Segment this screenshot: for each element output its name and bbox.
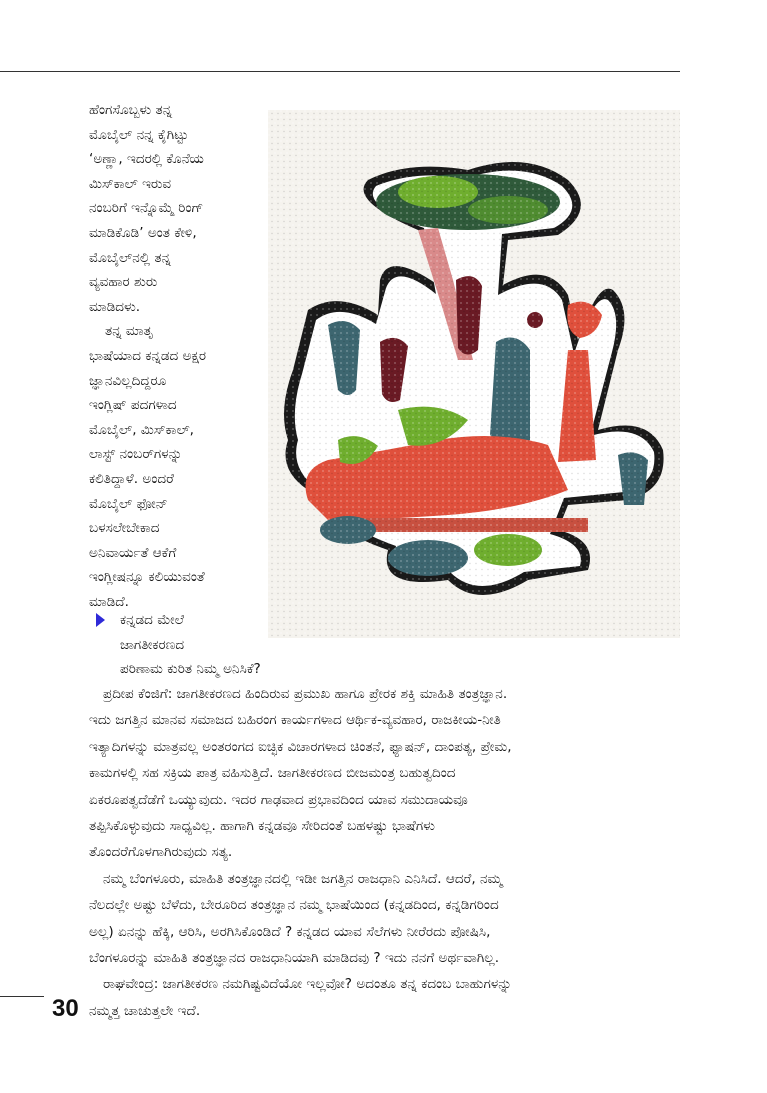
question-line: ಜಾಗತೀಕರಣದ	[120, 636, 185, 653]
text-line: ‘ಅಣ್ಣಾ, ಇದರಲ್ಲಿ ಕೊನೆಯ	[89, 151, 204, 168]
answer-line: ನಮ್ಮತ್ತ ಚಾಚುತ್ತಲೇ ಇದೆ.	[89, 1002, 201, 1019]
text-line: ಮಾಡಿಕೊಡಿ’ ಅಂತ ಕೇಳಿ,	[89, 224, 197, 241]
page-number: 30	[52, 995, 79, 1022]
text-line: ಹೆಂಗಸೊಬ್ಬಳು ತನ್ನ	[89, 102, 173, 118]
answer-line: ಏಕರೂಪತ್ವದೆಡೆಗೆ ಒಯ್ಯುವುದು. ಇದರ ಗಾಢವಾದ ಪ್ರಭಾವದಿಂದ ಯಾವ ಸಮುದಾಯವೂ	[89, 791, 468, 808]
text-line: ಇಂಗ್ಲಿಷ್ ಪದಗಳಾದ	[89, 397, 177, 414]
question-line: ಪರಿಣಾಮ ಕುರಿತ ನಿಮ್ಮ ಅನಿಸಿಕೆ?	[120, 661, 261, 678]
text-line: ಮೊಬೈಲ್ ನನ್ನ ಕೈಗಿಟ್ಟು	[89, 126, 189, 143]
text-line: ವ್ಯವಹಾರ ಶುರು	[89, 274, 158, 291]
question-line: ಕನ್ನಡದ ಮೇಲೆ	[120, 612, 185, 628]
answer-line: ಇತ್ಯಾದಿಗಳನ್ನು ಮಾತ್ರವಲ್ಲ ಅಂತರಂಗದ ಐಚ್ಛಿಕ ವಿಚಾರಗಳಾದ ಚಿಂತನೆ, ಫ್ಯಾಷನ್, ದಾಂಪತ್ಯ, ಪ್ರೇಮ,	[89, 738, 512, 755]
answer-line: ನಮ್ಮ ಬೆಂಗಳೂರು, ಮಾಹಿತಿ ತಂತ್ರಜ್ಞಾನದಲ್ಲಿ ಇಡೀ ಜಗತ್ತಿನ ರಾಜಧಾನಿ ಎನಿಸಿದೆ. ಆದರೆ, ನಮ್ಮ	[103, 870, 503, 887]
abstract-print-artwork	[268, 110, 680, 638]
header-rule	[0, 71, 680, 72]
text-line: ಮೊಬೈಲ್, ಮಿಸ್‌ಕಾಲ್,	[89, 421, 194, 438]
text-line: ಮೊಬೈಲ್ ಫೋನ್	[89, 495, 168, 512]
text-line: ಕಲಿತಿದ್ದಾಳೆ. ಅಂದರೆ	[89, 470, 174, 487]
text-line: ತನ್ನ ಮಾತೃ	[105, 323, 154, 340]
footer-rule	[0, 996, 44, 997]
answer-line: ಅಲ್ಲ) ಏನನ್ನು ಹೆಕ್ಕಿ, ಆರಿಸಿ, ಅರಗಿಸಿಕೊಂಡಿದೆ ? ಕನ್ನಡದ ಯಾವ ಸೆಲೆಗಳು ನೀರೆರದು ಪೋಷಿಸಿ,	[89, 923, 491, 940]
interview-answers	[89, 681, 669, 1024]
answer-line: ರಾಘವೇಂದ್ರ: ಜಾಗತೀಕರಣ ನಮಗಿಷ್ಟವಿದೆಯೋ ಇಲ್ಲವೋ? ಅದಂತೂ ತನ್ನ ಕದಂಬ ಬಾಹುಗಳನ್ನು	[103, 976, 512, 993]
answer-line: ತೊಂದರೆಗೊಳಗಾಗಿರುವುದು ಸತ್ಯ.	[89, 844, 233, 861]
answer-line: ತಪ್ಪಿಸಿಕೊಳ್ಳುವುದು ಸಾಧ್ಯವಿಲ್ಲ. ಹಾಗಾಗಿ ಕನ್ನಡವೂ ಸೇರಿದಂತೆ ಬಹಳಷ್ಟು ಭಾಷೆಗಳು	[89, 817, 435, 834]
text-line: ಇಂಗ್ಲೀಷನ್ನೂ ಕಲಿಯುವಂತೆ	[89, 569, 205, 586]
text-line: ಮಾಡಿದಳು.	[89, 298, 141, 315]
sidebar-paragraph	[89, 98, 269, 614]
text-line: ಅನಿವಾರ್ಯತೆ ಆಕೆಗೆ	[89, 544, 177, 561]
interview-question	[96, 608, 261, 682]
text-line: ಮಾಡಿದೆ.	[89, 593, 129, 610]
answer-line: ಕಾಮಗಳಲ್ಲಿ ಸಹ ಸಕ್ರಿಯ ಪಾತ್ರ ವಹಿಸುತ್ತಿದೆ. ಜಾಗತೀಕರಣದ ಬೀಜಮಂತ್ರ ಬಹುತ್ವದಿಂದ	[89, 765, 456, 782]
text-line: ಜ್ಞಾನವಿಲ್ಲದಿದ್ದರೂ	[89, 372, 167, 389]
answer-line: ಇದು ಜಗತ್ತಿನ ಮಾನವ ಸಮಾಜದ ಬಹಿರಂಗ ಕಾರ್ಯಗಳಾದ ಆರ್ಥಿಕ-ವ್ಯವಹಾರ, ರಾಜಕೀಯ-ನೀತಿ	[89, 712, 501, 729]
text-line: ಮಿಸ್‌ಕಾಲ್ ಇರುವ	[89, 175, 172, 192]
text-line: ಬಳಸಲೇಬೇಕಾದ	[89, 520, 160, 537]
answer-line: ಪ್ರದೀಪ ಕೆಂಜಿಗೆ: ಜಾಗತೀಕರಣದ ಹಿಂದಿರುವ ಪ್ರಮುಖ ಹಾಗೂ ಪ್ರೇರಕ ಶಕ್ತಿ ಮಾಹಿತಿ ತಂತ್ರಜ್ಞಾನ.	[103, 686, 508, 702]
text-line: ಮೊಬೈಲ್‌ನಲ್ಲಿ ತನ್ನ	[89, 249, 172, 266]
answer-line: ಬೆಂಗಳೂರನ್ನು ಮಾಹಿತಿ ತಂತ್ರಜ್ಞಾನದ ರಾಜಧಾನಿಯಾಗಿ ಮಾಡಿದವು ? ಇದು ನನಗೆ ಅರ್ಥವಾಗಿಲ್ಲ.	[89, 949, 500, 966]
text-line: ನಂಬರಿಗೆ ಇನ್ನೊಮ್ಮೆ ರಿಂಗ್	[89, 200, 204, 217]
triangle-bullet-icon	[96, 613, 105, 627]
answer-line: ನೆಲದಲ್ಲೇ ಅಷ್ಟು ಬೆಳೆದು, ಬೇರೂರಿದ ತಂತ್ರಜ್ಞಾನ ನಮ್ಮ ಭಾಷೆಯಿಂದ (ಕನ್ನಡದಿಂದ, ಕನ್ನಡಿಗರಿಂದ	[89, 897, 499, 914]
text-line: ಭಾಷೆಯಾದ ಕನ್ನಡದ ಅಕ್ಷರ	[89, 347, 207, 364]
text-line: ಲಾಸ್ಟ್ ನಂಬರ್‌ಗಳನ್ನು	[89, 446, 183, 463]
